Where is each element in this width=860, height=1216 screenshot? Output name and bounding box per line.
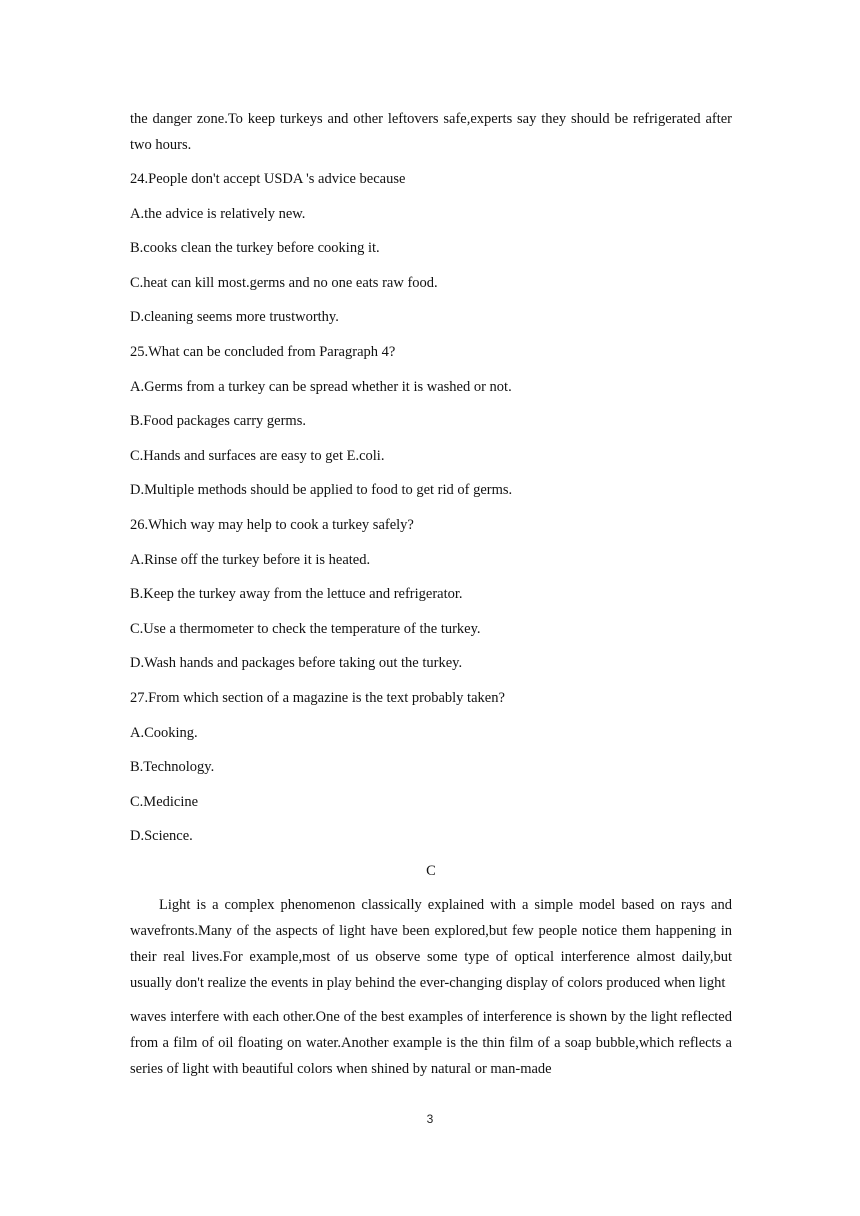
question-24	[130, 166, 732, 330]
question-stem: 25.What can be concluded from Paragraph 4?	[130, 343, 396, 360]
intro-paragraph: the danger zone.To keep turkeys and other leftovers safe,experts say they should be refrigerated after two hours.	[130, 111, 732, 153]
page-number: 3	[426, 1112, 434, 1126]
option-b: B.Keep the turkey away from the lettuce and refrigerator.	[130, 586, 463, 603]
passage-paragraph: Light is a complex phenomenon classically explained with a simple model based on rays and wavefronts.Many of the aspects of light have been explored,but few people notice them happening in their real lives.For example,most of us observe some type of optical interference almost daily,but usually don't realize the events in play behind the ever-changing display of colors produced when light	[130, 896, 732, 991]
option-c: C.Use a thermometer to check the temperature of the turkey.	[130, 620, 481, 637]
option-d: D.Multiple methods should be applied to food to get rid of germs.	[130, 482, 513, 499]
question-25	[130, 339, 732, 503]
option-b: B.cooks clean the turkey before cooking it.	[130, 240, 380, 257]
option-c: C.heat can kill most.germs and no one eats raw food.	[130, 274, 438, 291]
option-d: D.Science.	[130, 828, 193, 845]
passage-paragraph: waves interfere with each other.One of the best examples of interference is shown by the light reflected from a film of oil floating on water.Another example is the thin film of a soap bubble,which reflects a series of light with beautiful colors when shined by natural or man-made	[130, 1008, 732, 1077]
option-a: A.Germs from a turkey can be spread whether it is washed or not.	[130, 378, 512, 395]
question-26	[130, 512, 732, 676]
question-27	[130, 685, 732, 849]
option-c: C.Hands and surfaces are easy to get E.coli.	[130, 447, 385, 464]
option-c: C.Medicine	[130, 793, 199, 810]
option-b: B.Technology.	[130, 759, 215, 776]
option-a: A.Rinse off the turkey before it is heated.	[130, 551, 371, 568]
option-d: D.cleaning seems more trustworthy.	[130, 309, 339, 326]
question-stem: 27.From which section of a magazine is the text probably taken?	[130, 689, 505, 706]
section-heading: C	[426, 862, 436, 879]
question-stem: 24.People don't accept USDA 's advice because	[130, 171, 406, 187]
question-stem: 26.Which way may help to cook a turkey safely?	[130, 516, 414, 533]
option-b: B.Food packages carry germs.	[130, 413, 306, 430]
option-a: A.Cooking.	[130, 724, 198, 741]
option-a: A.the advice is relatively new.	[130, 205, 306, 222]
option-d: D.Wash hands and packages before taking out the turkey.	[130, 655, 463, 672]
document-page	[130, 106, 732, 1082]
